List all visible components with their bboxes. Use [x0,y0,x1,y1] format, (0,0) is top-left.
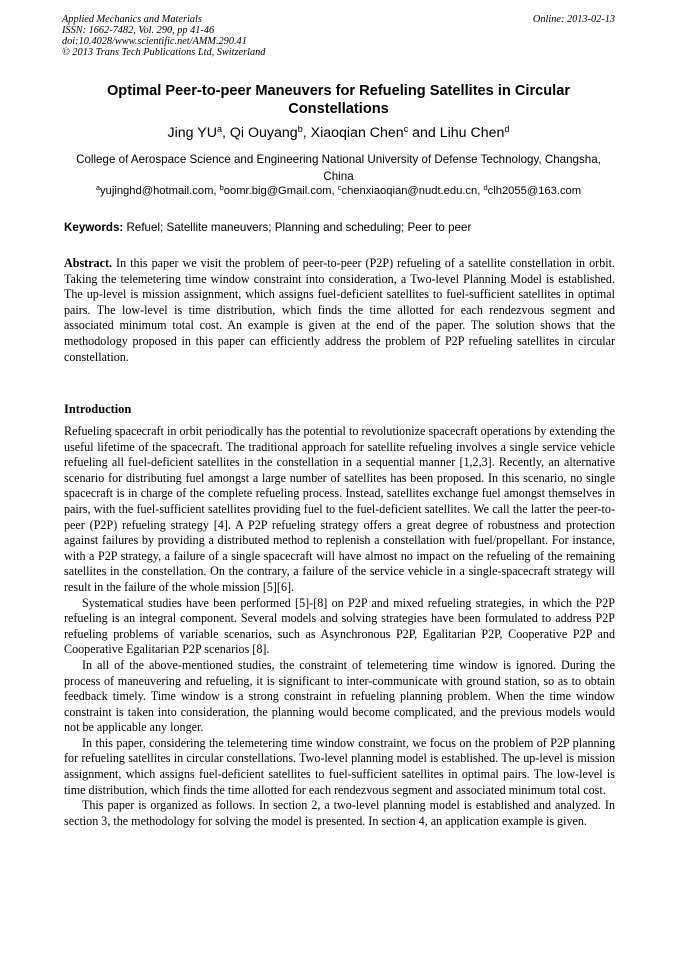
email-list [62,184,615,199]
introduction-body [64,424,615,829]
email-link[interactable]: chenxiaoqian@nudt.edu.cn [341,185,478,197]
paper-title: Optimal Peer-to-peer Maneuvers for Refueling Satellites in Circular Constellations [106,83,571,117]
email-separator: , [331,185,338,197]
copyright-line: © 2013 Trans Tech Publications Ltd, Switzerland [62,47,266,58]
author-marker: c [403,124,409,134]
abstract-label: Abstract. [64,256,113,270]
email-marker: b [219,183,224,192]
author-conjunction: and [408,125,440,141]
email-marker: c [337,183,342,192]
author-name: Qi Ouyang [229,125,298,141]
keywords-label: Keywords: [64,221,124,234]
online-date: Online: 2013-02-13 [532,14,615,25]
email-link[interactable]: yujinghd@hotmail.com [100,185,214,197]
author-name: Lihu Chen [439,125,505,141]
author-name: Jing YU [167,125,217,141]
issn-line: ISSN: 1662-7482, Vol. 290, pp 41-46 [62,25,215,36]
author-name: Xiaoqian Chen [310,125,404,141]
doi-line[interactable]: doi:10.4028/www.scientific.net/AMM.290.41 [62,36,247,47]
email-separator: , [213,185,220,197]
email-marker: a [95,183,101,192]
email-marker: d [483,183,488,192]
journal-name: Applied Mechanics and Materials [62,14,202,25]
email-link[interactable]: oomr.big@Gmail.com [223,185,332,197]
author-separator: , [302,125,311,141]
journal-header [62,14,615,58]
paragraph: In all of the above-mentioned studies, the constraint of telemetering time window is ignored. During the process of maneuvering and refueling, it is significant to inter-communicate with ground station, so as to obtain feedback timely. Time window is a strong constraint in refueling planning problem. When the time window constraint is taken into consideration, the planning would become complicated, and the previous models would not be applicable any longer. [64,657,615,735]
paragraph: In this paper, considering the telemetering time window constraint, we focus on the problem of P2P planning for refueling satellites in circular constellations. Two-level planning model is established. The up-level is mission assignment, which assigns fuel-deficient satellites to fuel-sufficient satellites in optimal pairs. The low-level is time distribution, which finds the time allotted for each rendezvous segment and associated minimum total cost. [64,735,615,797]
paragraph: Systematical studies have been performed [5]-[8] on P2P and mixed refueling strategies, in which the P2P refueling is an integral component. Several models and solving strategies have been formulated to address P2P refueling problems of variable scenarios, such as Asynchronous P2P, Egalitarian P2P, Cooperative P2P and Cooperative Egalitarian P2P scenarios [8]. [64,595,615,657]
author-separator: , [221,125,230,141]
section-heading-introduction: Introduction [64,402,132,416]
author-marker: a [216,124,222,134]
paragraph: Refueling spacecraft in orbit periodically has the potential to revolutionize spacecraft operations by extending the useful lifetime of the spacecraft. The traditional approach for satellite refueling involves a single service vehicle refueling all fuel-deficient satellites in the constellation in a sequential manner [1,2,3]. Recently, an alternative scenario for distributing fuel amongst a large number of satellites has been proposed. In this scenario, no single spacecraft is in charge of the complete refueling process. Instead, satellites exchange fuel amongst themselves in pairs, with the fuel-sufficient satellites providing fuel to the fuel-deficient satellites. We call the latter the peer-to-peer (P2P) refueling strategy [4]. A P2P refueling strategy offers a great degree of robustness and protection against failures by providing a distributed method to replenish a constellation with fuel/propellant. For instance, with a P2P strategy, a failure of a single spacecraft will have almost no impact on the refueling of the remaining satellites in the constellation. On the contrary, a failure of the service vehicle in a single-spacecraft strategy will result in the failure of the whole mission [5][6]. [64,424,615,594]
affiliation: College of Aerospace Science and Engineering National University of Defense Technology, Changsha, China [76,153,601,183]
email-link[interactable]: clh2055@163.com [487,185,582,197]
abstract [64,256,615,365]
author-marker: b [297,124,303,134]
paragraph: This paper is organized as follows. In section 2, a two-level planning model is established and analyzed. In section 3, the methodology for solving the model is presented. In section 4, an application example is given. [64,798,615,828]
author-list [62,124,615,142]
keywords [64,220,615,235]
keywords-text: Refuel; Satellite maneuvers; Planning and scheduling; Peer to peer [123,221,472,234]
abstract-text: In this paper we visit the problem of peer-to-peer (P2P) refueling of a satellite constellation in orbit. Taking the telemetering time window constraint into consideration, a Two-level Planning Model is established. The up-level is mission assignment, which assigns fuel-deficient satellites to fuel-sufficient satellites in optimal pairs. The low-level is time distribution, which finds the time allotted for each rendezvous segment and associated minimum total cost. An example is given at the end of the paper. The solution shows that the methodology proposed in this paper can efficiently address the problem of P2P refueling satellites in circular constellation. [64,256,615,364]
email-separator: , [477,185,484,197]
author-marker: d [504,124,510,134]
